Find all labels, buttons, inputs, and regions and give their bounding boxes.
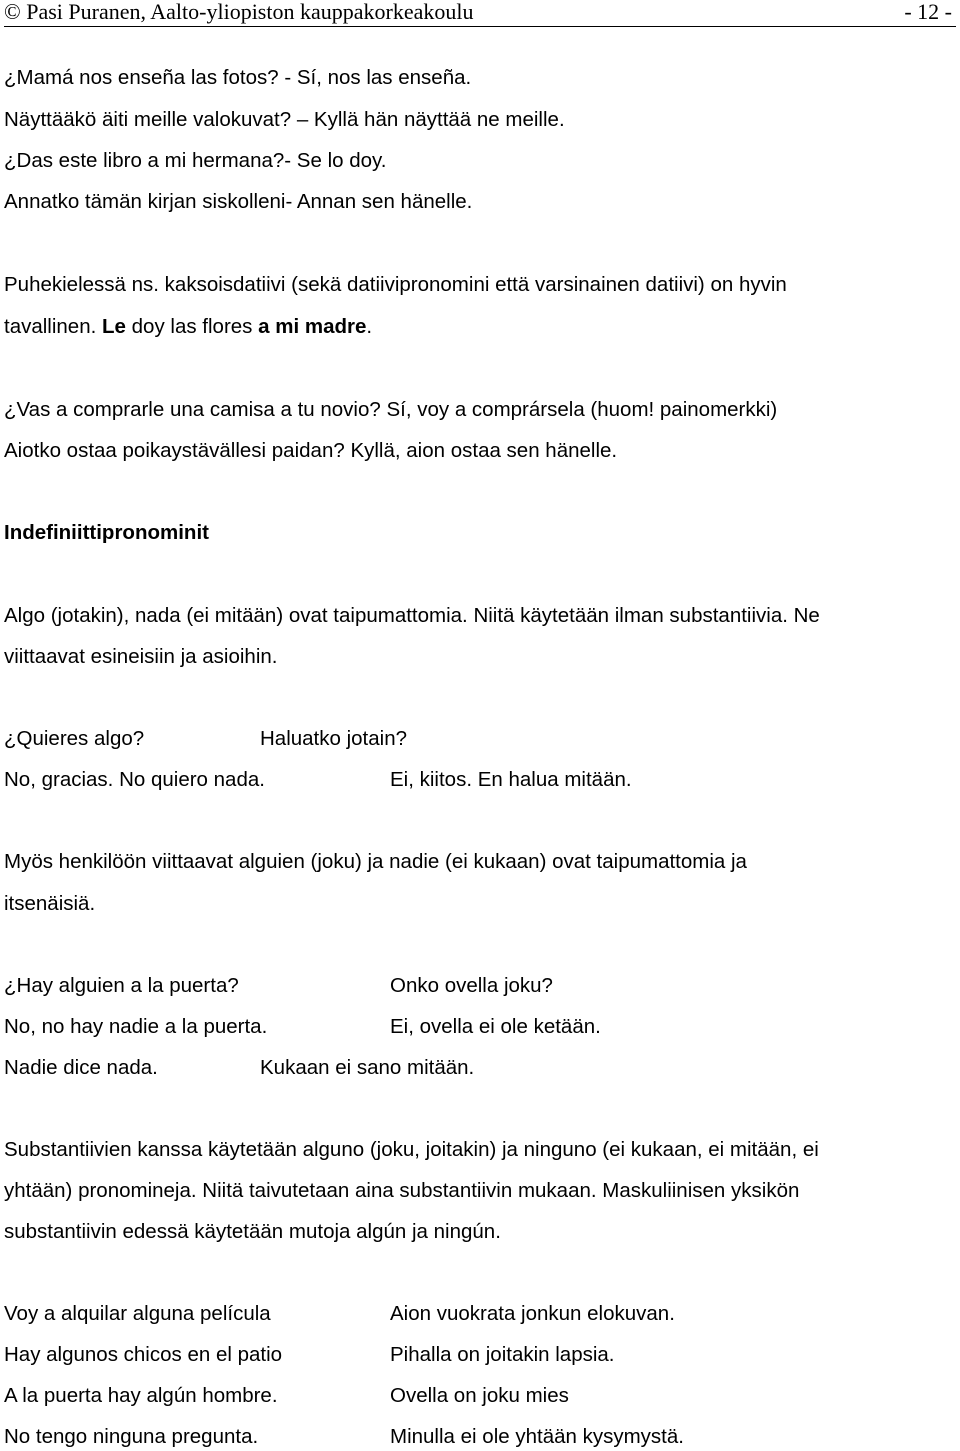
- example-pair: [4, 1343, 615, 1367]
- example-pair: [4, 1302, 675, 1326]
- paragraph-line: yhtään) pronomineja. Niitä taivutetaan aina substantiivin mukaan. Maskuliinisen yksikön: [4, 1179, 800, 1202]
- example-line: Näyttääkö äiti meille valokuvat? – Kyllä hän näyttää ne meille.: [4, 108, 565, 131]
- example-pair: [4, 768, 632, 792]
- finnish-translation: Kukaan ei sano mitään.: [260, 1056, 475, 1079]
- page-number: - 12 -: [904, 0, 952, 24]
- spanish-example: No tengo ninguna pregunta.: [4, 1425, 259, 1448]
- finnish-translation: Ei, kiitos. En halua mitään.: [390, 768, 632, 791]
- paragraph-line: [4, 315, 372, 339]
- spanish-example: Voy a alquilar alguna película: [4, 1302, 271, 1325]
- spanish-example: No, no hay nadie a la puerta.: [4, 1015, 268, 1038]
- spanish-example: Nadie dice nada.: [4, 1056, 158, 1079]
- paragraph-line: itsenäisiä.: [4, 892, 96, 915]
- example-line: ¿Das este libro a mi hermana?- Se lo doy.: [4, 149, 387, 172]
- header-copyright: © Pasi Puranen, Aalto-yliopiston kauppakorkeakoulu: [4, 0, 474, 24]
- bold-span: a mi madre: [258, 315, 367, 338]
- spanish-example: ¿Hay alguien a la puerta?: [4, 974, 239, 997]
- bold-span: Le: [102, 315, 126, 338]
- finnish-translation: Onko ovella joku?: [390, 974, 553, 997]
- example-pair: [4, 727, 408, 751]
- finnish-translation: Ei, ovella ei ole ketään.: [390, 1015, 601, 1038]
- paragraph-line: substantiivin edessä käytetään mutoja algún ja ningún.: [4, 1220, 501, 1243]
- example-line: ¿Mamá nos enseña las fotos? - Sí, nos las enseña.: [4, 66, 472, 89]
- spanish-example: No, gracias. No quiero nada.: [4, 768, 265, 791]
- paragraph-line: viittaavat esineisiin ja asioihin.: [4, 645, 278, 668]
- example-line: Annatko tämän kirjan siskolleni- Annan sen hänelle.: [4, 190, 473, 213]
- example-pair: [4, 1015, 601, 1039]
- example-line: Aiotko ostaa poikaystävällesi paidan? Kyllä, aion ostaa sen hänelle.: [4, 439, 618, 462]
- spanish-example: Hay algunos chicos en el patio: [4, 1343, 283, 1366]
- finnish-translation: Aion vuokrata jonkun elokuvan.: [390, 1302, 675, 1325]
- spanish-example: A la puerta hay algún hombre.: [4, 1384, 278, 1407]
- section-heading: Indefiniittipronominit: [4, 521, 209, 544]
- example-pair: [4, 1425, 684, 1449]
- example-pair: [4, 974, 553, 998]
- text-span: doy las flores: [125, 315, 259, 338]
- finnish-translation: Pihalla on joitakin lapsia.: [390, 1343, 615, 1366]
- spanish-example: ¿Quieres algo?: [4, 727, 145, 750]
- example-pair: [4, 1384, 569, 1408]
- finnish-translation: Minulla ei ole yhtään kysymystä.: [390, 1425, 684, 1448]
- example-line: ¿Vas a comprarle una camisa a tu novio? Sí, voy a comprársela (huom! painomerkki): [4, 398, 778, 421]
- finnish-translation: Haluatko jotain?: [260, 727, 408, 750]
- page-header: [4, 0, 956, 27]
- paragraph-line: Puhekielessä ns. kaksoisdatiivi (sekä datiivipronomini että varsinainen datiivi) on hyvin: [4, 273, 787, 296]
- paragraph-line: Algo (jotakin), nada (ei mitään) ovat taipumattomia. Niitä käytetään ilman substantiivia. Ne: [4, 604, 820, 627]
- example-pair: [4, 1056, 475, 1080]
- paragraph-line: Myös henkilöön viittaavat alguien (joku) ja nadie (ei kukaan) ovat taipumattomia ja: [4, 850, 747, 873]
- text-span: tavallinen.: [4, 315, 103, 338]
- text-span: .: [366, 315, 373, 338]
- paragraph-line: Substantiivien kanssa käytetään alguno (joku, joitakin) ja ninguno (ei kukaan, ei mitään, ei: [4, 1138, 819, 1161]
- finnish-translation: Ovella on joku mies: [390, 1384, 569, 1407]
